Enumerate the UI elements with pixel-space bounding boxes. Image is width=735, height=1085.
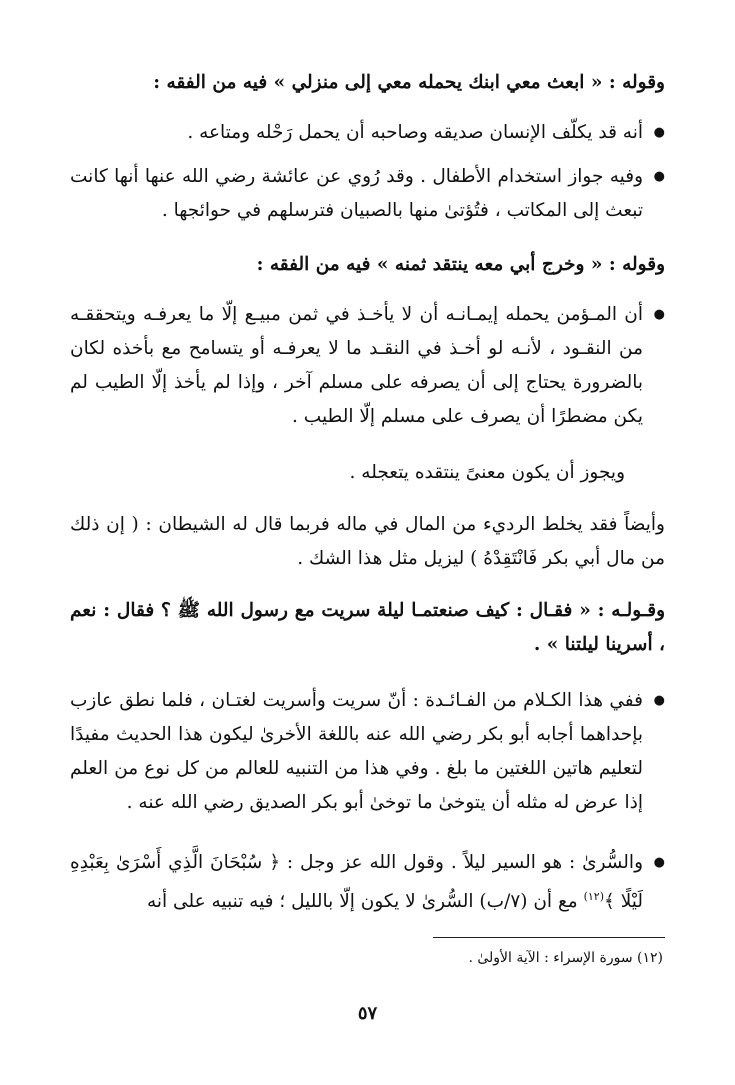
paragraph-carry-luggage: أنه قد يكلّف الإنسان صديقه وصاحبه أن يحمل رَحْله ومتاعه . (187, 122, 643, 143)
bullet-marker: ● (653, 307, 665, 322)
footnote-separator (433, 937, 665, 938)
night-travel-text-start: والسُّرىٰ : هو السير ليلاً . وقول الله عز وجل : ﴿ سُبْحَانَ الَّذِي أَسْرَىٰ بِعَبْدِهِ لَيْلًا ﴾ (70, 852, 643, 913)
footnote-text: (١٢) سورة الإسراء : الآية الأولىٰ . (468, 950, 663, 966)
paragraph-bad-money: وأيضاً فقد يخلط الرديء من المال في ماله فربما قال له الشيطان : ( إن ذلك من مال أبي بكر فَانْتَقِدْهُ ) ليزيل مثل هذا الشك . (70, 514, 665, 569)
paragraph-intro-send-son: وقوله : « ابعث معي ابنك يحمله معي إلى منزلي » فيه من الفقه : (153, 72, 665, 93)
bullet-marker: ● (653, 693, 665, 708)
paragraph-hasten-meaning: ويجوز أن يكون معنىً ينتقده يتعجله . (349, 462, 625, 483)
page-number: ٥٧ (357, 1003, 378, 1024)
bullet-marker: ● (653, 855, 665, 870)
paragraph-night-travel (70, 846, 643, 919)
paragraph-believer-money: أن المـؤمن يحمله إيمـانـه أن لا يأخـذ في ثمن مبيـع إلّا ما يعرفـه ويتحققـه من النقـود ، لأنـه لو أخـذ في النقـد ما لا يعرفـه أو يتسامح مع بأخذه لكان بالضرورة يحتاج إلى أن يصرفه على مسلم آخر ، وإذا لم يأخذ إلّا الطيب لم يكن مضطرًا أن يصرف على مسلم إلّا الطيب . (70, 304, 643, 427)
paragraph-intro-check-price: وقوله : « وخرج أبي معه ينتقد ثمنه » فيه من الفقه : (256, 254, 665, 275)
night-travel-text-end: مع أن (٧/ب) السُّرىٰ لا يكون إلّا بالليل ؛ فيه تنبيه على أنه (146, 891, 584, 913)
paragraph-intro-night-journey: وقـولـه : « فقـال : كيف صنعتمـا ليلة سريت مع رسول الله ﷺ ؟ فقال : نعم ، أسرينا ليلتنا » . (70, 600, 665, 655)
paragraph-children-service: وفيه جواز استخدام الأطفال . وقد رُوي عن عائشة رضي الله عنها أنها كانت تبعث إلى المكاتب ، فتُؤتىٰ منها بالصبيان فترسلهم في حوائجها . (70, 166, 643, 221)
bullet-marker: ● (653, 169, 665, 184)
paragraph-two-dialects: ففي هذا الكـلام من الفـائـدة : أنّ سريت وأسريت لغتـان ، فلما نطق عازب بإحداهما أجابه أبو بكر رضي الله عنه باللغة الأخرىٰ ليكون هذا الحديث مفيدًا لتعليم هاتين اللغتين ما بلغ . وفي هذا من التنبيه للعالم من كل نوع من العلم إذا عرض له مثله أن يتوخىٰ ما توخىٰ أبو بكر الصديق رضي الله عنه . (70, 690, 643, 813)
footnote-reference: (١٢) (583, 890, 605, 903)
bullet-marker: ● (653, 125, 665, 140)
